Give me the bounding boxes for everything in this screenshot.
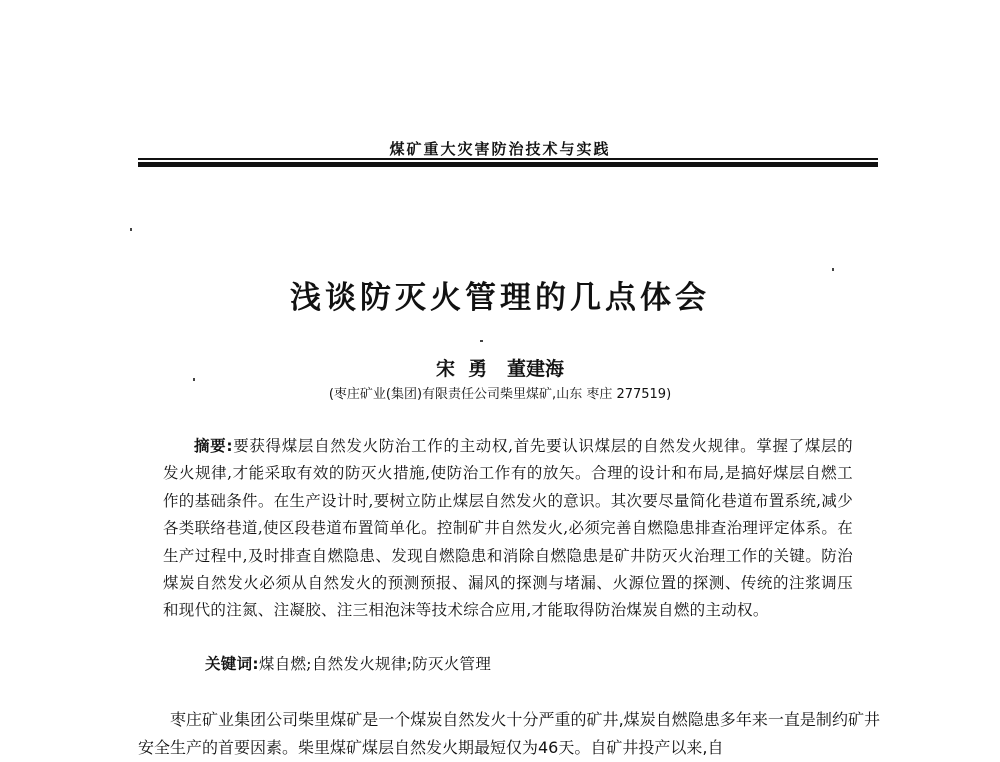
keywords-text: 煤自燃;自然发火规律;防灭火管理 [258,655,492,673]
header-rule-thick [138,162,878,167]
abstract [163,433,853,625]
scan-speck [480,340,483,342]
keywords-label: 关键词: [205,655,259,673]
abstract-text: 要获得煤层自然发火防治工作的主动权,首先要认识煤层的自然发火规律。掌握了煤层的发火规律,才能采取有效的防灭火措施,使防治工作有的放矢。合理的设计和布局,是搞好煤层自燃工作的基础条件。在生产设计时,要树立防止煤层自然发火的意识。其次要尽量简化巷道布置系统,减少各类联络巷道,使区段巷道布置简单化。控制矿井自然发火,必须完善自燃隐患排查治理评定体系。在生产过程中,及时排查自燃隐患、发现自燃隐患和消除自燃隐患是矿井防灭火治理工作的关键。防治煤炭自然发火必须从自然发火的预测预报、漏风的探测与堵漏、火源位置的探测、传统的注浆调压和现代的注氮、注凝胶、注三相泡沫等技术综合应用,才能取得防治煤炭自燃的主动权。 [163,437,853,620]
article-affiliation: (枣庄矿业(集团)有限责任公司柴里煤矿,山东 枣庄 277519) [328,387,672,402]
scan-speck [130,228,132,231]
article-authors: 宋 勇 董建海 [435,358,565,380]
abstract-label: 摘要: [194,437,233,455]
body-paragraph: 枣庄矿业集团公司柴里煤矿是一个煤炭自然发火十分严重的矿井,煤炭自燃隐患多年来一直是制约矿井安全生产的首要因素。柴里煤矿煤层自然发火期最短仅为46天。自矿井投产以来,自 [138,710,880,757]
header-rule-thin [138,158,878,160]
article-title: 浅谈防灭火管理的几点体会 [290,280,710,316]
keywords [205,652,491,674]
running-header: 煤矿重大灾害防治技术与实践 [389,140,611,158]
scan-speck [832,268,834,271]
